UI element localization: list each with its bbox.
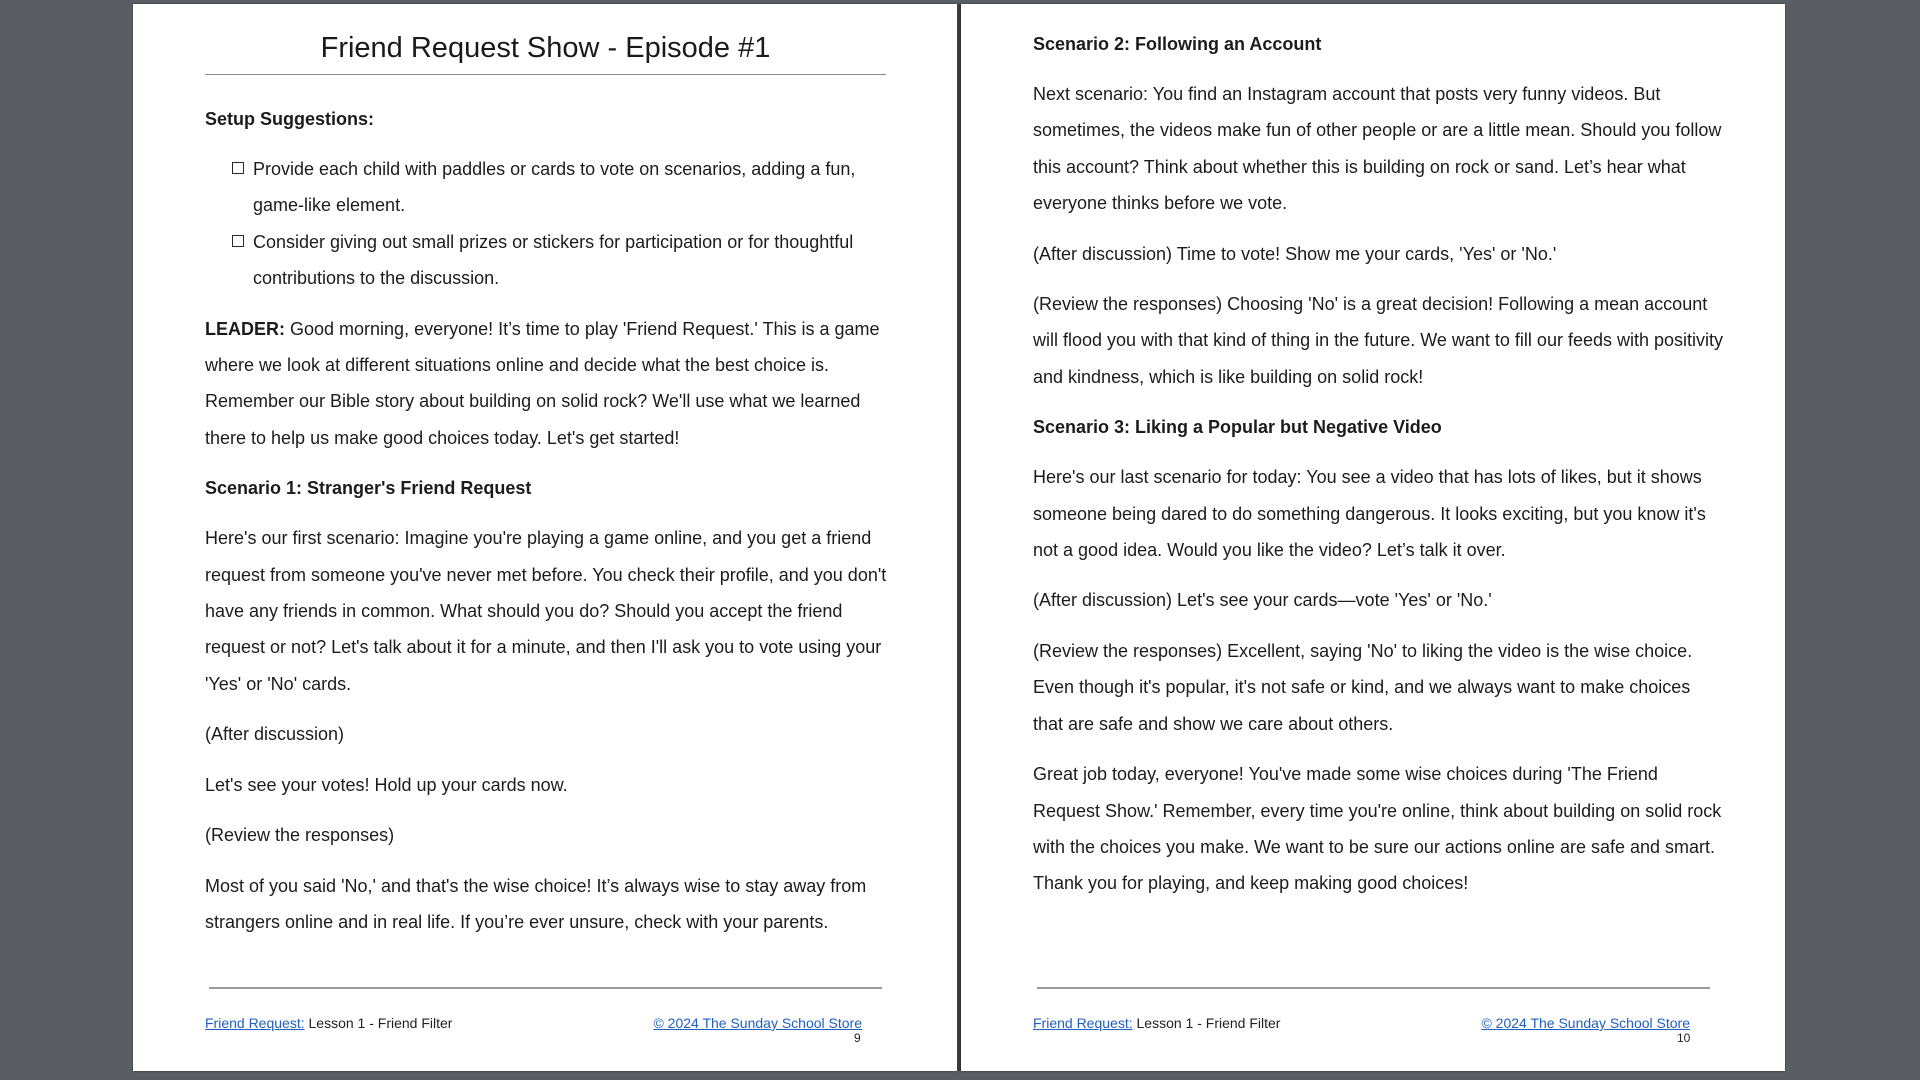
- footer-lesson: [1033, 1014, 1280, 1032]
- checklist-item-text: Provide each child with paddles or cards to vote on scenarios, adding a fun, game-like element.: [253, 159, 856, 216]
- scenario1-heading: Scenario 1: Stranger's Friend Request: [205, 478, 532, 499]
- scenario3-heading: Scenario 3: Liking a Popular but Negative Video: [1033, 417, 1442, 438]
- page-number: 10: [1677, 1031, 1691, 1045]
- setup-heading: Setup Suggestions:: [205, 109, 375, 129]
- footer-lesson: [205, 1014, 452, 1032]
- checkbox-icon: [232, 235, 244, 247]
- conclusion-text: Most of you said 'No,' and that's the wise choice! It’s always wise to stay away from strangers online and in real life. If you’re ever unsure, check with your parents.: [205, 875, 867, 932]
- leader-label: LEADER:: [205, 318, 285, 339]
- leader-paragraph: [205, 311, 895, 457]
- document-page-right: [961, 4, 1785, 1071]
- scenario3-vote-text: (After discussion) Let's see your cards—vote 'Yes' or 'No.': [1033, 590, 1492, 611]
- footer-divider: [1037, 987, 1710, 989]
- scenario3-review-text: (Review the responses) Excellent, saying 'No' to liking the video is the wise choice. Even though it's popular, it's not safe or kind, and we always want to make choices that are safe and show we care about others.: [1033, 640, 1693, 734]
- checklist-item-text: Consider giving out small prizes or stickers for participation or for thoughtful contributions to the discussion.: [253, 231, 854, 289]
- footer-divider: [209, 987, 882, 989]
- page-number: 9: [854, 1031, 861, 1045]
- scenario3-text: Here's our last scenario for today: You see a video that has lots of likes, but it shows someone being dared to do something dangerous. It looks exciting, but you know it's not a good idea. Would you like the video? Let’s talk it over.: [1033, 467, 1706, 561]
- scenario2-vote-text: (After discussion) Time to vote! Show me your cards, 'Yes' or 'No.': [1033, 243, 1557, 264]
- page-content: [205, 4, 895, 954]
- scenario2-text: Next scenario: You find an Instagram account that posts very funny videos. But sometimes, the videos make fun of other people or are a little mean. Should you follow this account? Think about whether this is building on rock or sand. Let’s hear what everyone thinks before we vote.: [1033, 84, 1722, 214]
- page-title: Friend Request Show - Episode #1: [320, 32, 771, 64]
- see-votes-text: Let's see your votes! Hold up your cards now.: [205, 774, 568, 795]
- scenario2-review-text: (Review the responses) Choosing 'No' is a great decision! Following a mean account will flood you with that kind of thing in the future. We want to fill our feeds with positivity and kindness, which is like building on solid rock!: [1033, 294, 1724, 387]
- closing-text: Great job today, everyone! You've made some wise choices during 'The Friend Request Show.' Remember, every time you're online, think about building on solid rock with the choices you make. We want to be sure our actions online are safe and smart. Thank you for playing, and keep making good choices!: [1033, 764, 1722, 894]
- checklist-item: [232, 151, 895, 224]
- copyright-link[interactable]: © 2024 The Sunday School Store: [653, 1015, 862, 1031]
- scenario2-heading: Scenario 2: Following an Account: [1033, 34, 1322, 54]
- title-divider: [205, 74, 886, 75]
- series-link[interactable]: Friend Request:: [1033, 1015, 1133, 1031]
- lesson-text: Lesson 1 - Friend Filter: [1132, 1015, 1281, 1031]
- checkbox-icon: [232, 162, 244, 174]
- page-content: [1033, 26, 1723, 916]
- scenario1-text: Here's our first scenario: Imagine you're playing a game online, and you get a friend request from someone you've never met before. You check their profile, and you don't have any friends in common. What should you do? Should you accept the friend request or not? Let's talk about it for a minute, and then I'll ask you to vote using your 'Yes' or 'No' cards.: [205, 528, 887, 694]
- checklist-item: [232, 224, 895, 297]
- leader-text: Good morning, everyone! It’s time to play 'Friend Request.' This is a game where we look at different situations online and decide what the best choice is. Remember our Bible story about building on solid rock? We'll use what we learned there to help us make good choices today. Let's get started!: [205, 318, 880, 448]
- after-discussion-text: (After discussion): [205, 724, 345, 745]
- review-text: (Review the responses): [205, 825, 395, 846]
- setup-checklist: [205, 151, 895, 297]
- copyright-link[interactable]: © 2024 The Sunday School Store: [1481, 1015, 1690, 1031]
- series-link[interactable]: Friend Request:: [205, 1015, 305, 1031]
- document-page-left: [133, 4, 957, 1071]
- lesson-text: Lesson 1 - Friend Filter: [304, 1015, 453, 1031]
